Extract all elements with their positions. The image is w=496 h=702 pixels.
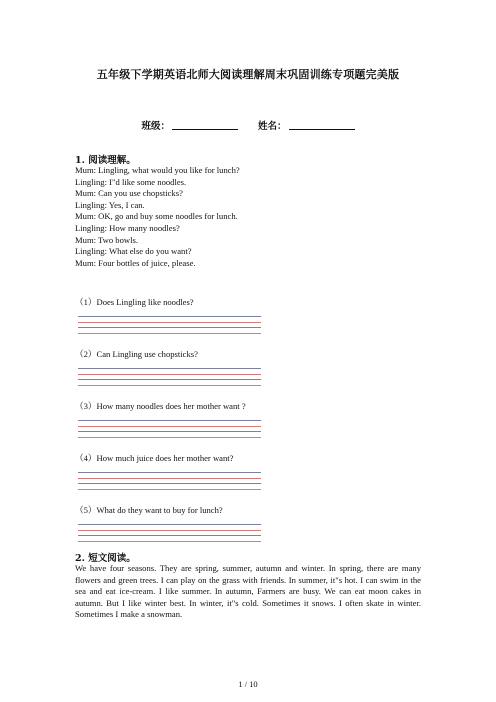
dialog-line: Mum: Four bottles of juice, please. — [75, 257, 196, 268]
dialog-line: Lingling: Yes, I can. — [75, 199, 145, 210]
dialog-line: Lingling: What else do you want? — [75, 246, 192, 257]
section1-heading: 1. 阅读理解。 — [75, 155, 136, 166]
answer-lines-5[interactable] — [78, 524, 261, 546]
dialog-line: Lingling: I"d like some noodles. — [75, 176, 187, 187]
question-2: （2）Can Lingling use chopsticks? — [75, 349, 198, 359]
page-number: 1 / 10 — [238, 679, 258, 689]
dialog-line: Lingling: How many noodles? — [75, 222, 180, 233]
answer-lines-2[interactable] — [78, 368, 261, 390]
question-4: （4）How much juice does her mother want? — [75, 453, 234, 463]
dialog-line: Mum: Can you use chopsticks? — [75, 188, 183, 199]
answer-lines-3[interactable] — [78, 420, 261, 442]
name-blank — [289, 129, 355, 130]
reading-passage: We have four seasons. They are spring, summer, autumn and winter. In spring, there are many flowers and green trees. I can play on the grass with friends. In summer, it"s hot. I can swim in the sea and eat ice-cream. I like summer. In autumn, Farmers are busy. We can eat moon cakes in autumn. But I like winter best. In winter, it"s cold. Sometimes it snows. I often skate in winter. Sometimes I make a snowman. — [75, 563, 421, 620]
class-label: 班级： — [141, 121, 170, 132]
name-label: 姓名： — [258, 121, 287, 132]
page-title: 五年级下学期英语北师大阅读理解周末巩固训练专项题完美版 — [96, 68, 400, 81]
dialog-line: Mum: Lingling, what would you like for lunch? — [75, 165, 240, 175]
answer-lines-4[interactable] — [78, 472, 261, 494]
class-blank — [172, 129, 238, 130]
dialog-line: Mum: Two bowls. — [75, 234, 138, 245]
question-5: （5）What do they want to buy for lunch? — [75, 505, 223, 515]
student-info-line — [0, 118, 496, 132]
dialog-line: Mum: OK, go and buy some noodles for lunch. — [75, 211, 238, 222]
section2-heading: 2. 短文阅读。 — [75, 553, 136, 564]
answer-lines-1[interactable] — [78, 316, 261, 338]
question-1: （1）Does Lingling like noodles? — [75, 297, 194, 307]
question-3: （3）How many noodles does her mother want ? — [75, 401, 246, 411]
dialog-block — [75, 165, 240, 269]
